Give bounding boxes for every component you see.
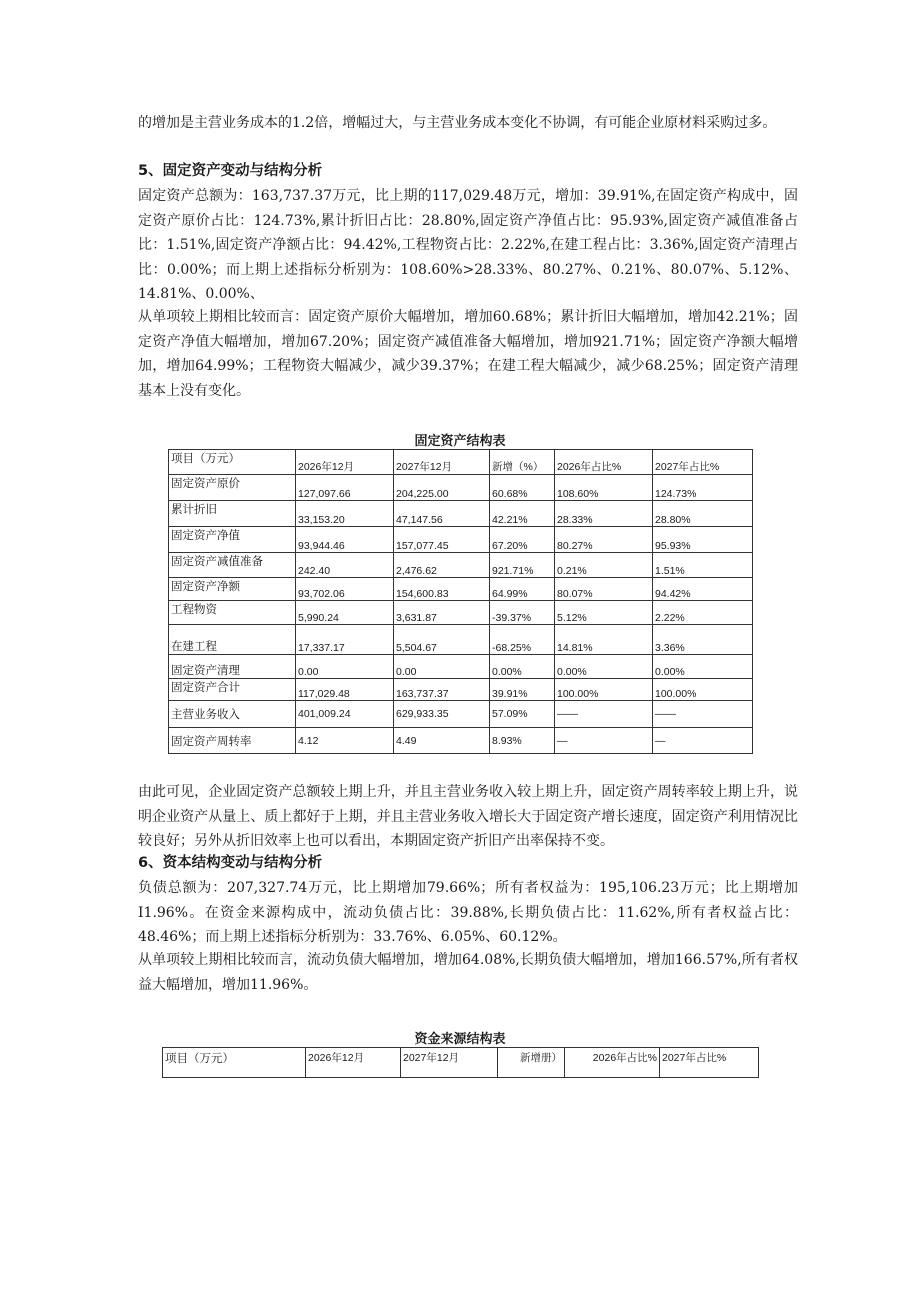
table-cell: 204,225.00 (394, 475, 490, 501)
header-cell: 2026年占比% (555, 450, 653, 475)
table-cell: 4.12 (296, 728, 394, 754)
table-cell: 39.91% (490, 679, 555, 701)
table-row (169, 601, 753, 625)
header-cell: 2026年占比% (565, 1048, 660, 1078)
table-row (169, 501, 753, 527)
header-cell: 2026年12月 (296, 450, 394, 475)
header-cell: 2027年占比% (660, 1048, 759, 1078)
table-cell: 80.07% (555, 578, 653, 601)
row-label: 固定资产净额 (169, 578, 296, 601)
table-cell: 163,737.37 (394, 679, 490, 701)
table-cell: 0.00 (394, 655, 490, 679)
table-cell: 124.73% (653, 475, 753, 501)
table-cell: 2.22% (653, 601, 753, 625)
table-cell: 93,944.46 (296, 527, 394, 553)
paragraph-fixed-assets-items: 从单项较上期相比较而言：固定资产原价大幅增加，增加60.68%；累计折旧大幅增加，增加42.21%；固定资产净值大幅增加，增加67.20%；固定资产减值准备大幅增加，增加921.71%；固定资产净额大幅增加，增加64.99%；工程物资大幅减少，减少39.37%；在建工程大幅减少，减少68.25%；固定资产清理基本上没有变化。 (138, 309, 798, 399)
table-cell: 100.00% (555, 679, 653, 701)
table-cell: 93,702.06 (296, 578, 394, 601)
header-cell: 2026年12月 (306, 1048, 401, 1078)
table-cell: 14.81% (555, 625, 653, 655)
section-heading-5: 5、固定资产变动与结构分析 (138, 163, 323, 179)
table-cell: 3.36% (653, 625, 753, 655)
header-cell: 2027年12月 (394, 450, 490, 475)
paragraph-capital-summary: 负债总额为：207,327.74万元，比上期增加79.66%；所有者权益为：195,106.23万元；比上期增加I1.96%。在资金来源构成中，流动负债占比：39.88%,长期负债占比：11.62%,所有者权益占比：48.46%；而上期上述指标分析别为：33.76%、6.05%、60.12%。 (138, 880, 798, 945)
table-cell: 0.00% (490, 655, 555, 679)
table-cell: 127,097.66 (296, 475, 394, 501)
table-cell: 2,476.62 (394, 553, 490, 578)
row-label: 固定资产原价 (169, 475, 296, 501)
fixed-assets-table (168, 449, 753, 754)
paragraph-continuation: 的增加是主营业务成本的1.2倍，增幅过大，与主营业务成本变化不协调，有可能企业原材料采购过多。 (138, 115, 777, 131)
table-cell: —— (555, 701, 653, 728)
table-cell: 921.71% (490, 553, 555, 578)
row-label: 累计折旧 (169, 501, 296, 527)
table-cell: 3,631.87 (394, 601, 490, 625)
table-cell: 117,029.48 (296, 679, 394, 701)
table-cell: 57.09% (490, 701, 555, 728)
table-cell: 401,009.24 (296, 701, 394, 728)
table-row (169, 578, 753, 601)
header-cell: 新增（%） (490, 450, 555, 475)
table-cell: -39.37% (490, 601, 555, 625)
row-label: 在建工程 (169, 625, 296, 655)
paragraph-capital-items: 从单项较上期相比较而言，流动负债大幅增加，增加64.08%,长期负债大幅增加，增加166.57%,所有者权益大幅增加，增加11.96%。 (138, 952, 798, 993)
table-cell: 33,153.20 (296, 501, 394, 527)
header-cell: 新增册） (498, 1048, 565, 1078)
table-cell: 0.00% (555, 655, 653, 679)
table-row (169, 701, 753, 728)
table-cell: 0.00% (653, 655, 753, 679)
table-row (169, 475, 753, 501)
table-cell: 67.20% (490, 527, 555, 553)
table-cell: 60.68% (490, 475, 555, 501)
table-cell: — (555, 728, 653, 754)
row-label: 固定资产周转率 (169, 728, 296, 754)
table-row (169, 553, 753, 578)
table-cell: — (653, 728, 753, 754)
table-header-row (163, 1048, 759, 1078)
header-cell: 2027年12月 (401, 1048, 498, 1078)
paragraph-conclusion: 由此可见，企业固定资产总额较上期上升，并且主营业务收入较上期上升，固定资产周转率较上期上升，说明企业资产从量上、质上都好于上期，并且主营业务收入增长大于固定资产增长速度，固定资产利用情况比较良好；另外从折旧效率上也可以看出，本期固定资产折旧产出率保持不变。 (138, 784, 798, 849)
table-header-row (169, 450, 753, 475)
table-cell: 100.00% (653, 679, 753, 701)
table-row (169, 625, 753, 655)
table-cell: -68.25% (490, 625, 555, 655)
row-label: 工程物资 (169, 601, 296, 625)
table-cell: 0.00 (296, 655, 394, 679)
table-cell: 17,337.17 (296, 625, 394, 655)
table-cell: 5,504.67 (394, 625, 490, 655)
header-cell: 项目（万元） (169, 450, 296, 475)
table-row (169, 728, 753, 754)
section-heading-6: 6、资本结构变动与结构分析 (138, 855, 323, 871)
table-cell: —— (653, 701, 753, 728)
table-cell: 108.60% (555, 475, 653, 501)
table-cell: 629,933.35 (394, 701, 490, 728)
table-cell: 94.42% (653, 578, 753, 601)
header-cell: 项目（万元） (163, 1048, 306, 1078)
header-cell: 2027年占比% (653, 450, 753, 475)
table-row (169, 679, 753, 701)
table-cell: 242.40 (296, 553, 394, 578)
table-cell: 5.12% (555, 601, 653, 625)
table-cell: 47,147.56 (394, 501, 490, 527)
row-label: 固定资产净值 (169, 527, 296, 553)
table-cell: 154,600.83 (394, 578, 490, 601)
table-caption-capital-sources: 资金来源结构表 (414, 1032, 506, 1047)
table-cell: 157,077.45 (394, 527, 490, 553)
table-cell: 28.33% (555, 501, 653, 527)
row-label: 固定资产合计 (169, 679, 296, 701)
table-cell: 64.99% (490, 578, 555, 601)
row-label: 主营业务收入 (169, 701, 296, 728)
table-cell: 0.21% (555, 553, 653, 578)
table-caption-fixed-assets: 固定资产结构表 (414, 434, 506, 449)
table-cell: 95.93% (653, 527, 753, 553)
table-row (169, 527, 753, 553)
row-label: 固定资产清理 (169, 655, 296, 679)
table-cell: 80.27% (555, 527, 653, 553)
paragraph-fixed-assets-summary: 固定资产总额为：163,737.37万元，比上期的117,029.48万元，增加：39.91%,在固定资产构成中，固定资产原价占比：124.73%,累计折旧占比：28.80%,固定资产净值占比：95.93%,固定资产减值准备占比：1.51%,固定资产净额占比：94.42%,工程物资占比：2.22%,在建工程占比：3.36%,固定资产清理占比：0.00%；而上期上述指标分析别为：108.60%>28.33%、80.27%、0.21%、80.07%、5.12%、14.81%、0.00%、 (138, 188, 798, 302)
table-row (169, 655, 753, 679)
table-cell: 42.21% (490, 501, 555, 527)
row-label: 固定资产减值准备 (169, 553, 296, 578)
table-cell: 4.49 (394, 728, 490, 754)
capital-sources-table (162, 1047, 759, 1078)
table-cell: 1.51% (653, 553, 753, 578)
table-cell: 28.80% (653, 501, 753, 527)
table-cell: 8.93% (490, 728, 555, 754)
table-cell: 5,990.24 (296, 601, 394, 625)
